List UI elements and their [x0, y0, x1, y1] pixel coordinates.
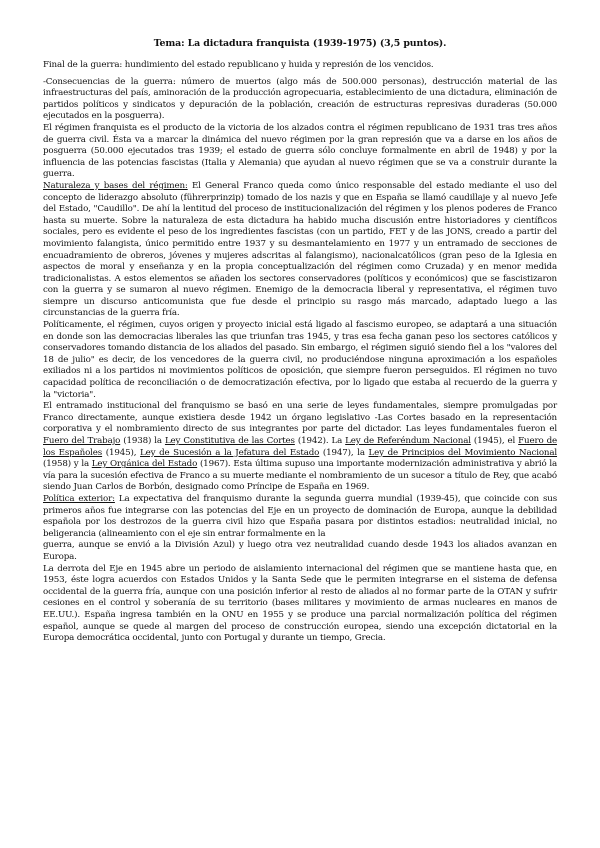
naturaleza-paragraph: [43, 181, 557, 320]
naturaleza-body: El General Franco queda como único responsable del estado mediante el uso del concepto de liderazgo absoluto (führerprinzip) tomado de los nazis y que en España se llamó caudillaje y al nuevo Jefe del Estado, "Caudillo". De ahí la lentitud del proceso de institucionalización del régimen y los plenos poderes de Franco hasta su muerte. Sobre la naturaleza de esta dictadura ha habido mucha discusión entre historiadores y científicos sociales, pero es evidente el peso de los ingredientes fascistas (con un partido, FET y de las JONS, creado a partir del movimiento falangista, único permitido entre 1937 y su desmantelamiento en 1977 y un entramado de secciones de encuadramiento de obreros, jóvenes y mujeres adscritas al falangismo), nacionalcatólicos (gran peso de la Iglesia en aspectos de moral y enseñanza y en la propia conceptualización del régimen como Cruzada) y en menor medida tradicionalistas. A estos elementos se añaden los sectores conservadores (políticos y económicos) que se fascistizaron con la guerra y se sumaron al nuevo régimen. Enemigo de la democracia liberal y representativa, el régimen tuvo siempre un discurso anticomunista que fue desde el principio su rasgo más marcado, adaptado luego a las circunstancias de la guerra fría.: [43, 180, 557, 319]
entramado-text: (1947), la: [319, 447, 369, 458]
intro-paragraph: Final de la guerra: hundimiento del estado republicano y huida y represión de los vencidos.: [43, 60, 434, 70]
ley-organica-estado: Ley Orgánica del Estado: [91, 459, 198, 470]
exterior-heading: Política exterior:: [43, 493, 115, 504]
ley-principios-movimiento: Ley de Principios del Movimiento Nacional: [368, 447, 558, 458]
politicamente-paragraph: Políticamente, el régimen, cuyos origen y proyecto inicial está ligado al fascismo europeo, se adaptará a una situación en donde son las democracias liberales las que triunfan tras 1945, y tras esa fecha ganan peso los sectores católicos y conservadores tomando distancia de los aliados del pasado. Sin embargo, el régimen siguió siendo fiel a los "valores del 18 de julio" es decir, de los vencedores de la guerra civil, no produciéndose ninguna aproximación a los españoles exiliados ni a los partidos ni movimientos políticos de oposición, que siempre fueron perseguidos. El régimen no tuvo capacidad política de reconciliación o de democratización efectiva, por lo ligado que estaba al recuerdo de la guerra y la "victoria".: [43, 320, 557, 400]
exterior-body: La expectativa del franquismo durante la segunda guerra mundial (1939-45), que coincide con sus primeros años fue integrarse con las potencias del Eje en un proyecto de dominación de Europa, aunque la debilidad española por los destrozos de la guerra civil hizo que España pasara por distintos estadios: neutralidad inicial, no beligerancia (alineamiento con el eje sin entrar formalmente en la: [43, 493, 558, 539]
document-page: [43, 38, 557, 645]
derrota-bases-text: (bases militares y movimiento de armas nucleares en manos de EE.UU.): [43, 598, 557, 620]
ley-fuero-espanoles: Fuero de los Españoles: [43, 436, 557, 458]
ley-referendum: Ley de Referéndum Nacional: [345, 436, 471, 446]
entramado-text: (1945), el: [470, 436, 519, 446]
entramado-text: (1945),: [102, 447, 141, 458]
exterior-paragraph-continued: guerra, aunque se envió a la División Azul) y luego otra vez neutralidad cuando desde 1943 los aliados avanzan en Europa.: [43, 540, 557, 562]
entramado-text: (1938) la: [120, 436, 165, 446]
entramado-text: (1958) y la: [43, 459, 92, 470]
entramado-text: (1942). La: [294, 436, 346, 446]
derrota-text: La derrota del Eje en 1945 abre un periodo de aislamiento internacional del régimen que se mantiene hasta que, en 1953, éste logra acuerdos con Estados Unidos y la Santa Sede que le permiten integrarse en el sistema de defensa occidental de la guerra fría, aunque con una posición inferior al resto de aliados al no formar parte de la OTAN y sufrir cesiones en el control y soberanía de su territorio: [43, 563, 557, 609]
entramado-text: El entramado institucional del franquismo se basó en una serie de leyes fundamentales, siempre promulgadas por Franco directamente, aunque existiera desde 1942 un órgano legislativo -Las Cortes basado en la representación corporativa y el nombramiento directo de sus integrantes por parte del dictador. Las leyes fundamentales fueron el: [43, 401, 557, 435]
consecuencias-paragraph: -Consecuencias de la guerra: número de muertos (algo más de 500.000 personas), destrucción material de las infraestructuras del país, aminoración de la producción agropecuaria, establecimiento de una dictadura, eliminación de partidos políticos y sindicatos y depuración de la población, creación de estructuras represivas duraderas (50.000 ejecutados en la posguerra).: [43, 76, 557, 122]
derrota-paragraph: [43, 564, 557, 645]
naturaleza-heading: Naturaleza y bases del régimen:: [43, 180, 188, 191]
document-title: Tema: La dictadura franquista (1939-1975) (3,5 puntos).: [153, 38, 447, 49]
ley-fuero-trabajo: Fuero del Trabajo: [43, 436, 121, 446]
regimen-paragraph: El régimen franquista es el producto de la victoria de los alzados contra el régimen republicano de 1931 tras tres años de guerra civil. Ésta va a marcar la dinámica del nuevo régimen por la gran represión que va a darse en los años de posguerra (50.000 ejecutados tras 1939; el estado de guerra sólo concluye formalmente en abril de 1948) y por la influencia de las potencias fascistas (Italia y Alemania) que ayudan al nuevo régimen que se va a construir durante la guerra.: [43, 122, 557, 180]
ley-sucesion: Ley de Sucesión a la Jefatura del Estado: [140, 447, 320, 458]
exterior-paragraph: [43, 494, 557, 540]
derrota-text: . España ingresa también en la ONU en 1955 y se produce una parcial normalización política del régimen español, aunque se quede al margen del proceso de construcción europea, siendo una excepción dictatorial en la Europa democrática occidental, junto con Portugal y durante un tiempo, Grecia.: [43, 609, 557, 644]
ley-constitutiva-cortes: Ley Constitutiva de las Cortes: [164, 436, 295, 446]
entramado-paragraph: [43, 401, 557, 494]
entramado-text: (1967). Esta última supuso una importante modernización administrativa y abrió la vía para la sucesión efectiva de Franco a su muerte mediante el nombramiento de un sucesor a título de Rey, que acabó siendo Juan Carlos de Borbón, designado como Príncipe de España en 1969.: [43, 459, 557, 493]
